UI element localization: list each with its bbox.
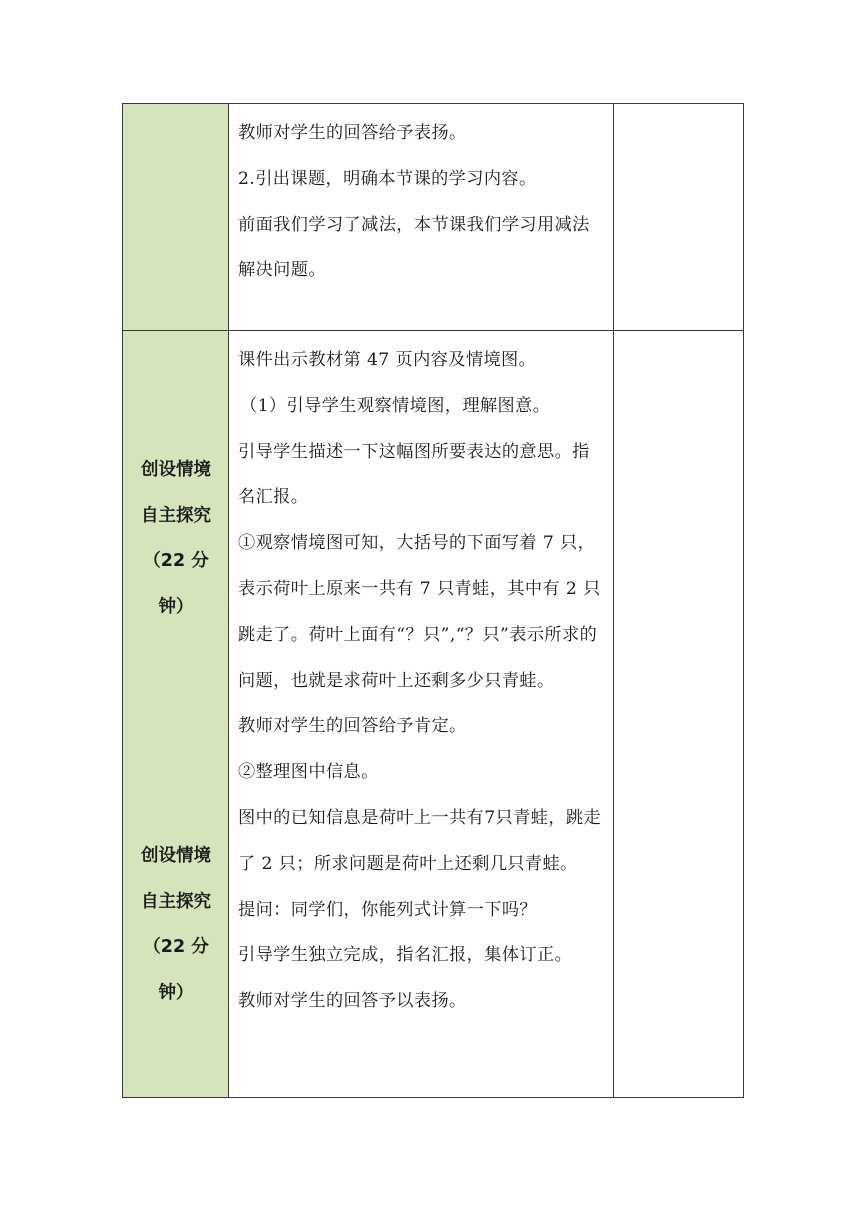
stage-label xyxy=(123,448,229,630)
stage-label-line: 钟） xyxy=(158,982,194,1003)
content-line: 教师对学生的回答给予肯定。 xyxy=(238,716,467,737)
content-line: 引导学生描述一下这幅图所要表达的意思。指名汇报。 xyxy=(238,441,590,508)
content-line: （1）引导学生观察情境图，理解图意。 xyxy=(240,395,551,416)
stage-label-line: 创设情境 xyxy=(141,846,211,866)
stage-label-line: 创设情境 xyxy=(141,460,211,480)
stage-label-line: 自主探究 xyxy=(141,505,211,526)
content-line: ②整理图中信息。 xyxy=(238,762,379,783)
lesson-plan-table xyxy=(122,103,744,1098)
content-line: 课件出示教材第 47 页内容及情境图。 xyxy=(238,350,537,370)
stage-label xyxy=(123,834,229,1016)
note-cell xyxy=(614,104,744,331)
note-cell xyxy=(614,331,744,1098)
content-cell xyxy=(229,331,614,1098)
table-row xyxy=(123,104,744,331)
content-line: ①观察情境图可知，大括号的下面写着 7 只，表示荷叶上原来一共有 7 只青蛙，其中有 2 只跳走了。荷叶上面有“？只”,“？只”表示所求的问题，也就是求荷叶上还剩多少只青蛙。 xyxy=(238,533,601,691)
content-line: 教师对学生的回答予以表扬。 xyxy=(238,991,467,1012)
content-line: 2.引出课题，明确本节课的学习内容。 xyxy=(238,168,537,189)
content-cell xyxy=(229,104,614,331)
content-line: 前面我们学习了减法，本节课我们学习用减法解决问题。 xyxy=(238,214,590,281)
table-row xyxy=(123,331,744,1098)
stage-cell xyxy=(123,331,229,1098)
stage-label-line: 钟） xyxy=(158,596,194,617)
content-line: 引导学生独立完成，指名汇报，集体订正。 xyxy=(238,945,573,966)
stage-label-line: （22 分 xyxy=(143,551,209,571)
stage-cell xyxy=(123,104,229,331)
stage-label-line: （22 分 xyxy=(143,937,209,957)
content-line: 教师对学生的回答给予表扬。 xyxy=(238,123,467,143)
stage-label-line: 自主探究 xyxy=(141,891,211,912)
content-line: 提问：同学们，你能列式计算一下吗？ xyxy=(238,899,537,920)
content-line: 图中的已知信息是荷叶上一共有7只青蛙，跳走了 2 只；所求问题是荷叶上还剩几只青蛙。 xyxy=(238,807,602,874)
